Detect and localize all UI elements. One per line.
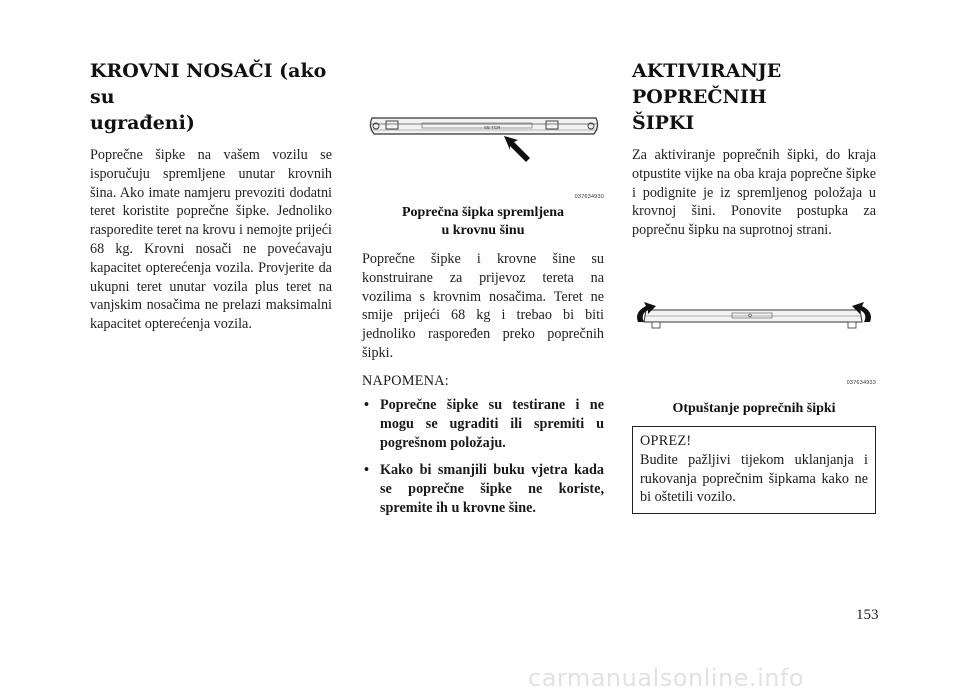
watermark: carmanualsonline.info: [528, 664, 805, 692]
crossbar-stowed-illustration: [362, 108, 604, 192]
figure-caption-release: Otpuštanje poprečnih šipki: [672, 400, 836, 416]
crossbar-release-illustration: [632, 292, 876, 344]
caution-text: Budite pažljivi tijekom uklanjanja i rukovanja poprečnim šipkama kako ne bi oštetili vozilo.: [640, 451, 868, 506]
list-item: • Poprečne šipke su testirane i ne mogu se ugraditi ili spremiti u pogrešnom položaju.: [364, 396, 604, 451]
list-item: • Kako bi smanjili buku vjetra kada se poprečne šipke ne koriste, spremite ih u krovne šine.: [364, 461, 604, 516]
caution-title: OPREZ!: [640, 432, 692, 449]
figure-caption-stowed: Poprečna šipka spremljena u krovnu šinu: [401, 205, 565, 238]
page-number: 153: [856, 607, 879, 623]
figure-release-crossbar: [632, 292, 876, 400]
section-title-crossbar-activation: AKTIVIRANJE POPREČNIH ŠIPKI: [632, 60, 782, 134]
figure-code: 037634930: [574, 194, 604, 200]
middle-column: [362, 108, 604, 526]
crossbar-label: SE TCR: [484, 125, 501, 130]
caution-box: [632, 426, 876, 514]
roof-racks-paragraph: Poprečne šipke na vašem vozilu se isporučuju spremljene unutar krovnih šina. Ako imate namjeru prevoziti dodatni teret koristite poprečne šipke. Jednoliko rasporedite teret na krovu i nemojte prijeći 68 kg. Krovni nosači ne povećavaju kapacitet opterećenja vozila. Provjerite da ukupni teret unutar vozila plus teret na vanjskim nosačima ne prelazi maksimalni kapacitet opterećenja vozila.: [90, 147, 332, 333]
right-column: [632, 58, 876, 514]
note-heading: NAPOMENA:: [362, 372, 450, 389]
activation-paragraph: Za aktiviranje poprečnih šipki, do kraja otpustite vijke na oba kraja poprečne šipke i podignite je iz spremljenog položaja u krovnoj šini. Ponovite postupka za poprečnu šipku na suprotnoj strani.: [632, 147, 876, 239]
figure-code: 037634933: [846, 379, 876, 386]
left-column: [90, 58, 332, 334]
section-title-roof-racks: KROVNI NOSAČI (ako su ugrađeni): [90, 60, 327, 134]
note-list: [362, 396, 604, 518]
crossbars-paragraph: Poprečne šipke i krovne šine su konstruirane za prijevoz tereta na vozilima s krovnim nosačima. Teret ne smije prijeći 68 kg i trebao bi biti jednoliko raspoređen preko poprečnih šipki.: [362, 251, 604, 361]
figure-stowed-crossbar: [362, 108, 604, 204]
